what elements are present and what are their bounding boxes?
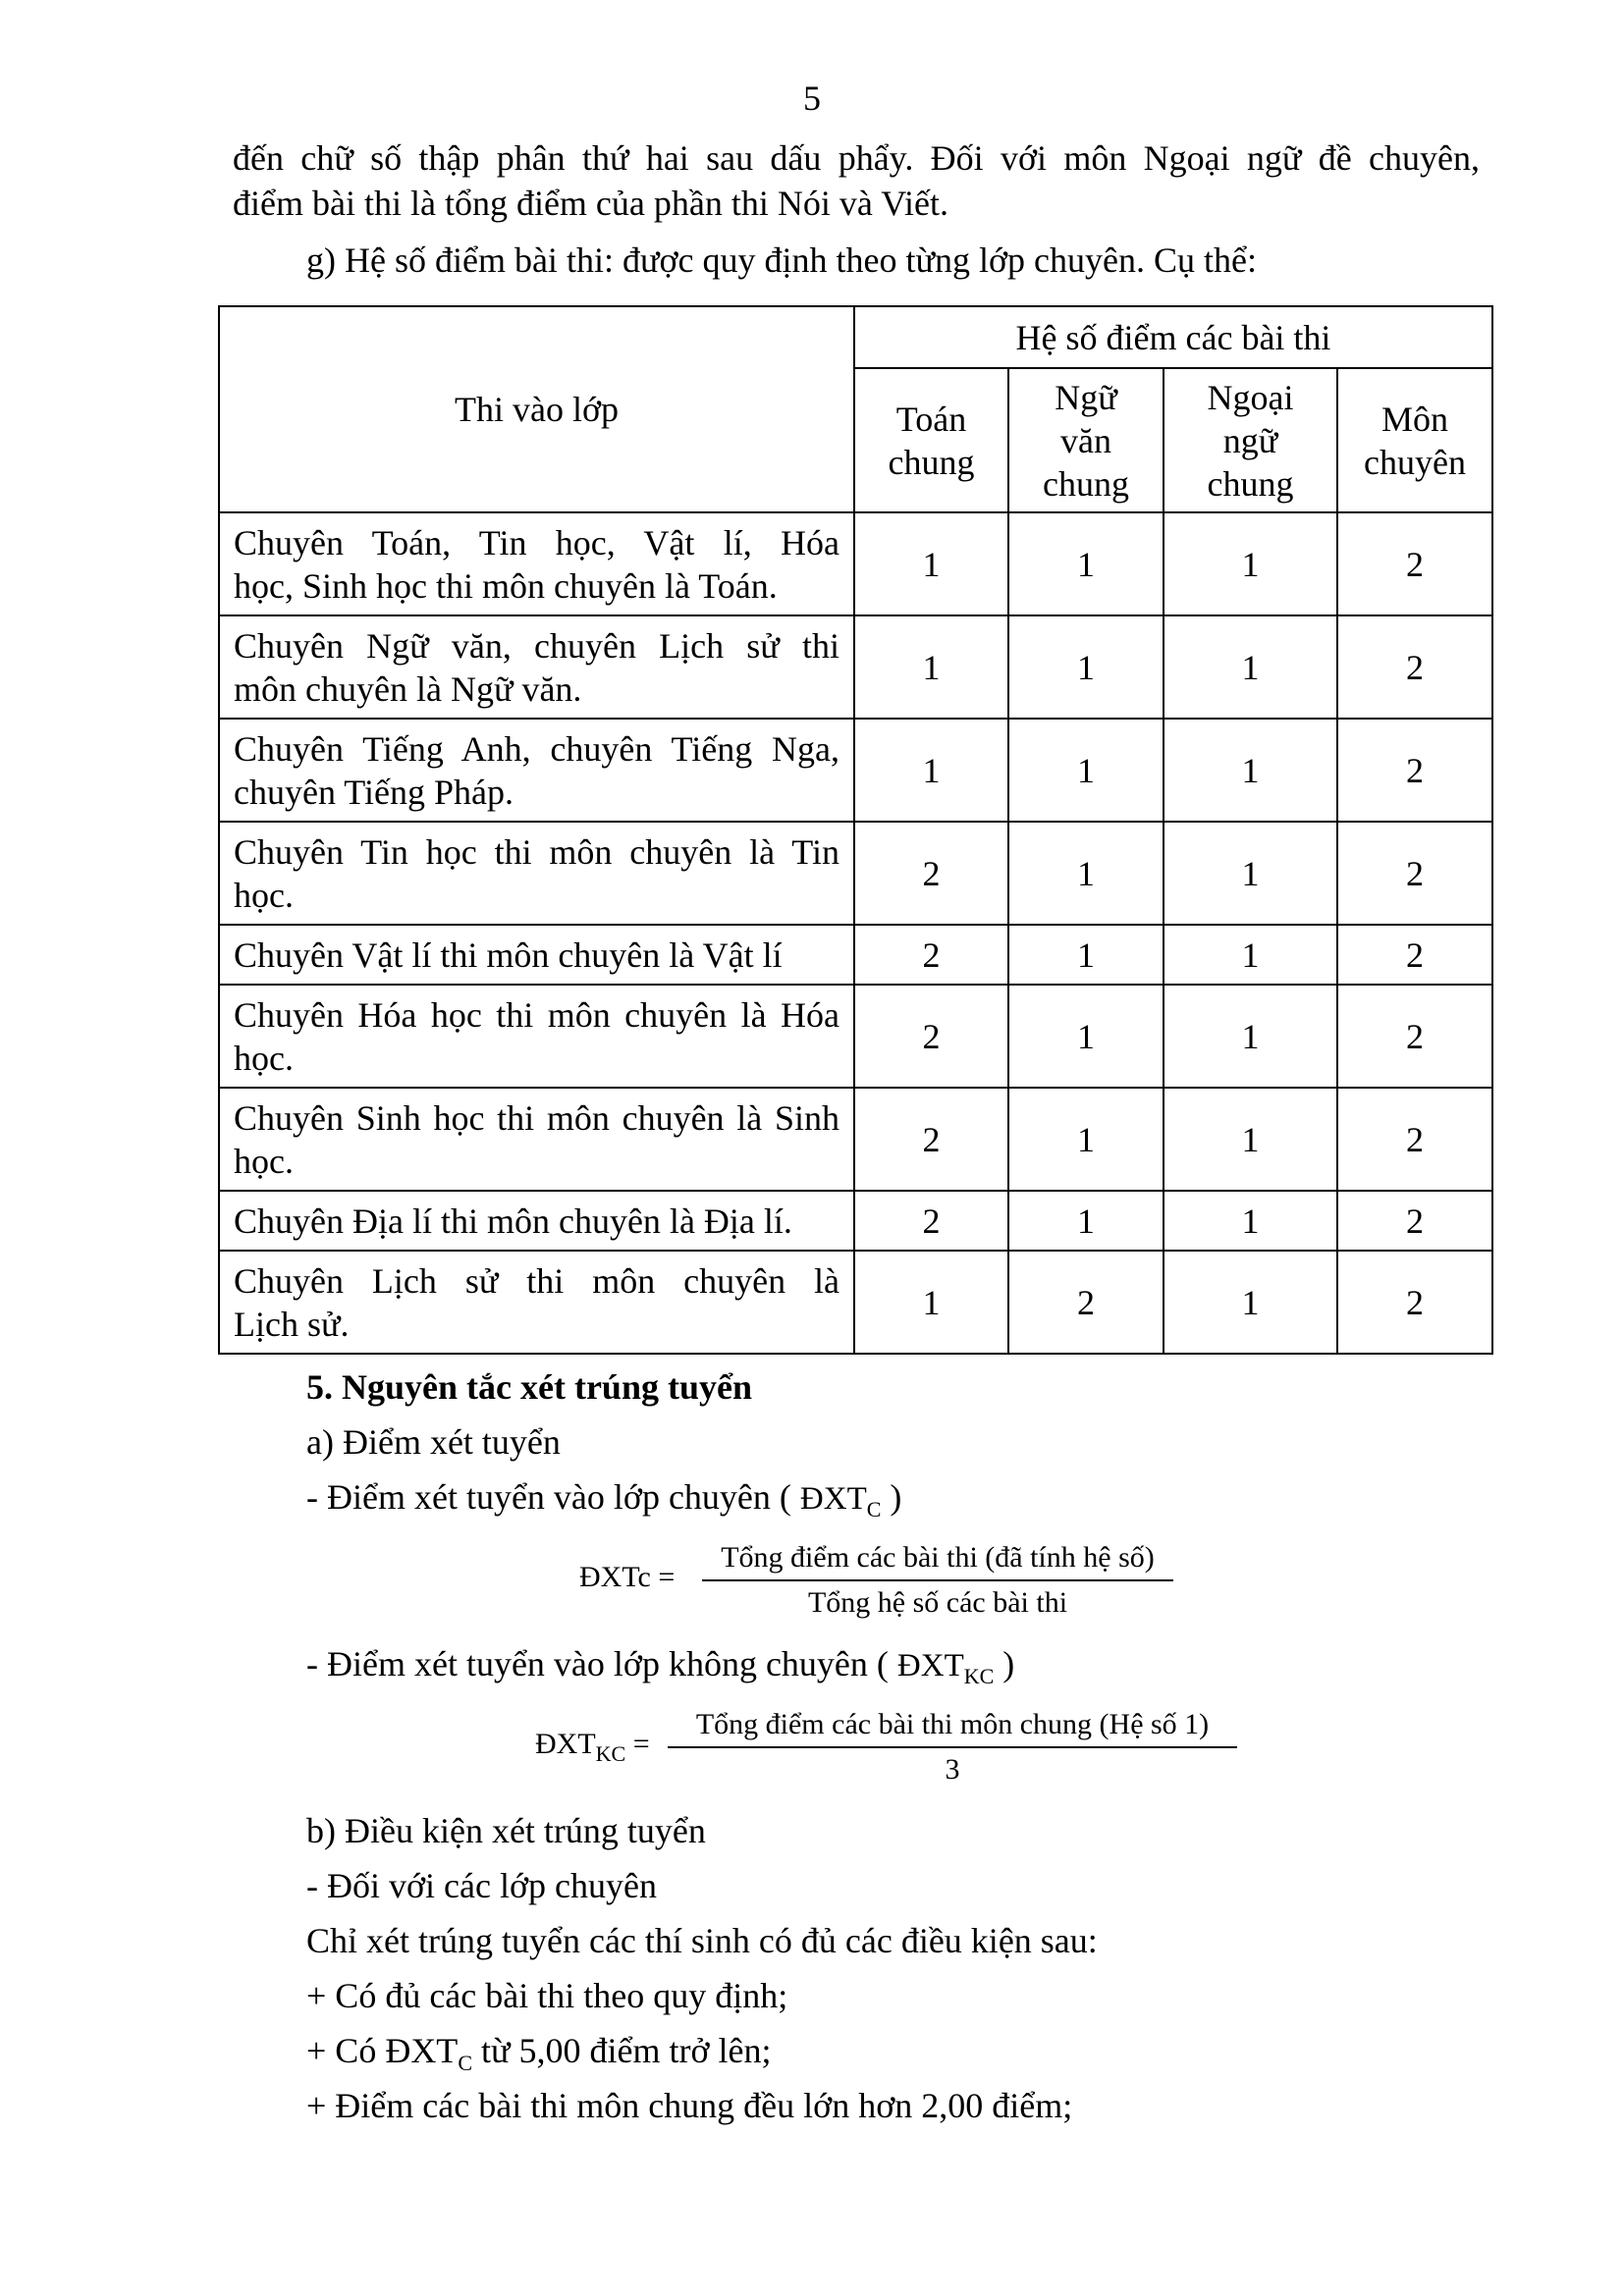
coefficient-table [218,305,1493,1355]
row-label-line: Chuyên Vật lí thi môn chuyên là Vật lí [234,934,783,975]
coefficient-cell: 2 [854,822,1008,925]
coefficient-cell: 2 [1337,925,1492,985]
row-label-line: Chuyên Ngữ văn, chuyên Lịch sử thi [234,625,839,666]
row-label-line: Chuyên Lịch sử thi môn chuyên là [234,1260,839,1301]
column-header-word: văn [1060,420,1111,460]
coefficient-cell: 2 [1337,822,1492,925]
row-label-line: chuyên Tiếng Pháp. [234,772,514,812]
formula-dxt-c: ĐXTc = Tổng điểm các bài thi (đã tính hệ số) Tổng hệ số các bài thi [579,1540,1188,1619]
row-label-line: học, Sinh học thi môn chuyên là Toán. [234,565,778,606]
condition-2: + Có $ĐXT_C$ từ 5,00 điểm trở lên; [306,2031,772,2075]
coefficient-cell: 2 [1008,1251,1164,1354]
row-label [219,822,854,925]
coefficient-cell: 2 [1337,1251,1492,1354]
row-label [219,925,854,985]
table-row [219,512,1492,615]
row-label-line: Chuyên Toán, Tin học, Vật lí, Hóa [234,522,839,562]
coefficient-cell: 2 [1337,985,1492,1088]
row-label-line: môn chuyên là Ngữ văn. [234,668,582,709]
column-header-word: ngữ [1222,420,1278,460]
coefficient-cell: 1 [854,512,1008,615]
table-header-label: Thi vào lớp [219,306,854,512]
column-header-word: Môn [1380,399,1448,439]
row-label-line: Chuyên Địa lí thi môn chuyên là Địa lí. [234,1201,792,1241]
coefficient-cell: 1 [1008,512,1164,615]
coefficient-cell: 1 [1164,1088,1337,1191]
coefficient-cell: 1 [1164,985,1337,1088]
condition-3: + Điểm các bài thi môn chung đều lớn hơn 2,00 điểm; [306,2086,1073,2125]
table-row [219,719,1492,822]
row-label [219,1191,854,1251]
row-label [219,719,854,822]
coefficient-cell: 1 [1164,925,1337,985]
subsection-a: a) Điểm xét tuyển [306,1422,561,1462]
dxt-c-line: - Điểm xét tuyển vào lớp chuyên ( $ĐXT_C$ ) [306,1477,902,1522]
column-header [1008,368,1164,512]
table-row [219,615,1492,719]
coefficient-cell: 1 [1164,719,1337,822]
column-header [1337,368,1492,512]
table-header-group: Hệ số điểm các bài thi [854,306,1492,368]
coefficient-cell: 1 [1008,822,1164,925]
table-row [219,985,1492,1088]
column-header-word: Ngoại [1207,377,1294,417]
intro-line-3: g) Hệ số điểm bài thi: được quy định theo từng lớp chuyên. Cụ thể: [306,240,1257,280]
column-header [854,368,1008,512]
coefficient-cell: 1 [1164,615,1337,719]
coefficient-cell: 1 [1008,1088,1164,1191]
coefficient-cell: 2 [854,1088,1008,1191]
coefficient-cell: 1 [854,719,1008,822]
coefficient-cell: 1 [1008,925,1164,985]
row-label-line: Chuyên Hóa học thi môn chuyên là Hóa [234,994,839,1035]
coefficient-cell: 1 [1164,1191,1337,1251]
column-header-word: chung [1207,463,1294,504]
row-label-line: học. [234,1038,294,1078]
intro-line-2: điểm bài thi là tổng điểm của phần thi Nói và Viết. [233,184,949,223]
coefficient-cell: 1 [854,615,1008,719]
coefficient-cell: 2 [1337,1191,1492,1251]
column-header-word: chung [888,442,975,482]
table-row [219,925,1492,985]
dxt-kc-line: - Điểm xét tuyển vào lớp không chuyên ( $ĐXT_{KC}$ ) [306,1644,1015,1688]
coefficient-cell: 1 [854,1251,1008,1354]
intro-line-1: đến chữ số thập phân thứ hai sau dấu phẩy. Đối với môn Ngoại ngữ đề chuyên, [233,138,1480,178]
coefficient-cell: 2 [854,925,1008,985]
coefficient-cell: 2 [1337,512,1492,615]
coefficient-cell: 1 [1008,985,1164,1088]
row-label-line: Chuyên Tin học thi môn chuyên là Tin [234,831,839,872]
formula-dxt-kc: $ĐXT_{KC}$ = Tổng điểm các bài thi môn chung (Hệ số 1) 3 [535,1707,1242,1786]
row-label [219,512,854,615]
coefficient-cell: 1 [1164,1251,1337,1354]
coefficient-cell: 1 [1008,719,1164,822]
row-label [219,1251,854,1354]
table-row [219,1088,1492,1191]
coefficient-cell: 2 [1337,1088,1492,1191]
condition-1: + Có đủ các bài thi theo quy định; [306,1976,788,2015]
row-label-line: Chuyên Tiếng Anh, chuyên Tiếng Nga, [234,728,839,769]
coefficient-cell: 1 [1164,822,1337,925]
coefficient-cell: 2 [1337,719,1492,822]
coefficient-cell: 1 [1164,512,1337,615]
section-heading: 5. Nguyên tắc xét trúng tuyển [306,1367,752,1407]
table-row [219,1251,1492,1354]
page-number: 5 [803,79,821,118]
coefficient-cell: 2 [854,1191,1008,1251]
coefficient-cell: 2 [854,985,1008,1088]
column-header [1164,368,1337,512]
row-label [219,615,854,719]
b-item-1: - Đối với các lớp chuyên [306,1866,657,1905]
column-header-word: Ngữ [1055,377,1117,417]
coefficient-cell: 1 [1008,615,1164,719]
column-header-word: Toán [895,399,967,439]
row-label-line: Lịch sử. [234,1304,350,1344]
row-label-line: học. [234,875,294,915]
column-header-word: chuyên [1364,442,1466,482]
row-label [219,985,854,1088]
table-row [219,1191,1492,1251]
table-row [219,822,1492,925]
coefficient-cell: 2 [1337,615,1492,719]
subsection-b: b) Điều kiện xét trúng tuyển [306,1811,706,1850]
b-item-2: Chỉ xét trúng tuyển các thí sinh có đủ các điều kiện sau: [306,1921,1098,1960]
column-header-word: chung [1043,463,1129,504]
row-label [219,1088,854,1191]
coefficient-cell: 1 [1008,1191,1164,1251]
row-label-line: Chuyên Sinh học thi môn chuyên là Sinh [234,1097,839,1138]
row-label-line: học. [234,1141,294,1181]
